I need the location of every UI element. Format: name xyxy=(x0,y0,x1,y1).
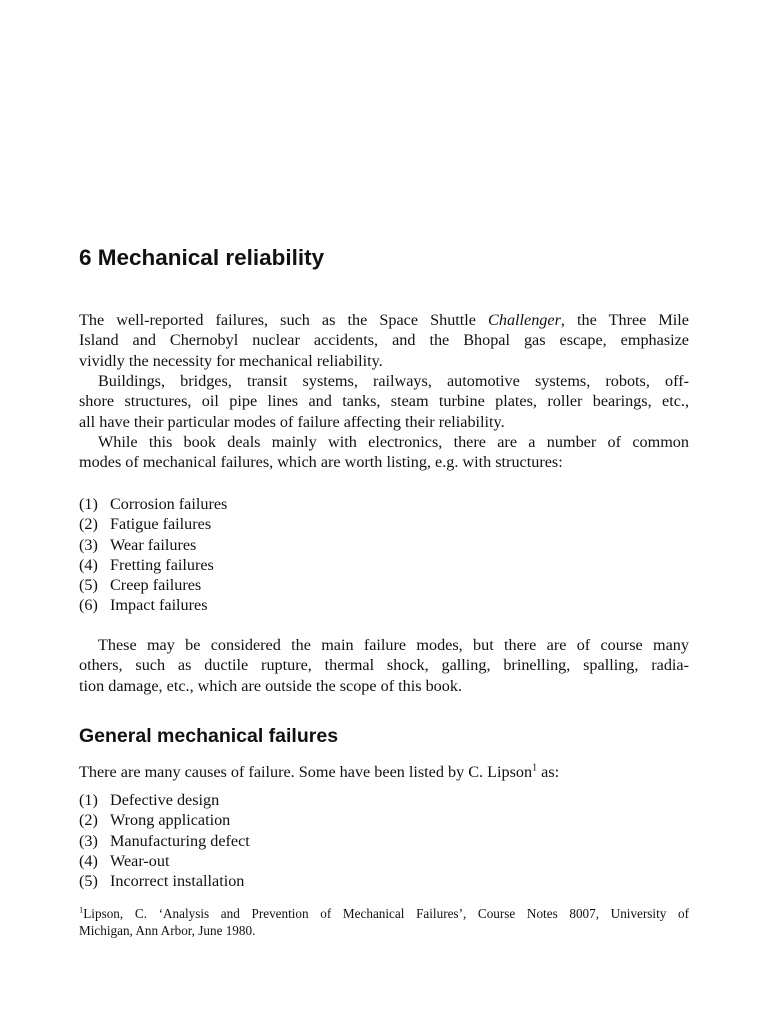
list-item: (2) Wrong application xyxy=(79,811,231,830)
after-modes-line-3: tion damage, etc., which are outside the scope of this book. xyxy=(79,676,462,695)
footnote-reference: 1 xyxy=(532,762,538,774)
after-modes-line-2: others, such as ductile rupture, thermal shock, galling, brinelling, spalling, radia- xyxy=(79,656,689,675)
list-item: (3) Manufacturing defect xyxy=(79,831,250,850)
list-item: (5) Incorrect installation xyxy=(79,872,245,891)
footnote xyxy=(79,905,689,939)
intro-p1-line-2: Island and Chernobyl nuclear accidents, and the Bhopal gas escape, emphasize xyxy=(79,331,689,350)
list-item: (1) Defective design xyxy=(79,791,220,809)
intro-p3-line-1: While this book deals mainly with electronics, there are a number of common xyxy=(98,433,689,451)
intro-p2-line-1: Buildings, bridges, transit systems, railways, automotive systems, robots, off- xyxy=(98,372,689,390)
intro-paragraph-1 xyxy=(79,310,689,371)
section-intro: There are many causes of failure. Some have been listed by C. Lipson$^1$ as: xyxy=(79,762,560,781)
footnote-line-1: $^1$Lipson, C. ‘Analysis and Prevention of Mechanical Failures’, Course Notes 8007, University of xyxy=(79,904,689,921)
intro-paragraph-3 xyxy=(79,432,689,473)
list-item: (4) Wear-out xyxy=(79,851,170,870)
list-item: (2) Fatigue failures xyxy=(79,515,212,534)
list-item: (6) Impact failures xyxy=(79,596,208,615)
list-item: (1) Corrosion failures xyxy=(79,495,228,513)
challenger-italic: Challenger xyxy=(488,311,561,329)
intro-paragraph-2 xyxy=(79,371,689,432)
failure-modes-list xyxy=(79,494,227,616)
intro-p2-line-3: all have their particular modes of failure affecting their reliability. xyxy=(79,412,505,431)
intro-p1-line-3: vividly the necessity for mechanical reliability. xyxy=(79,351,383,370)
footnote-line-2: Michigan, Ann Arbor, June 1980. xyxy=(79,923,256,938)
section-heading: General mechanical failures xyxy=(79,725,339,747)
intro-p2-line-2: shore structures, oil pipe lines and tanks, steam turbine plates, roller bearings, etc., xyxy=(79,392,689,411)
footnote-marker: 1 xyxy=(79,904,84,915)
chapter-title: 6 Mechanical reliability xyxy=(79,245,325,270)
list-item: (5) Creep failures xyxy=(79,576,202,595)
intro-p1-line-1: The well-reported failures, such as the Space Shuttle Challenger, the Three Mile xyxy=(79,311,689,329)
after-modes-paragraph xyxy=(79,635,689,696)
intro-p3-line-2: modes of mechanical failures, which are worth listing, e.g. with structures: xyxy=(79,453,563,472)
list-item: (4) Fretting failures xyxy=(79,555,214,574)
after-modes-line-1: These may be considered the main failure modes, but there are of course many xyxy=(98,636,689,654)
list-item: (3) Wear failures xyxy=(79,535,197,554)
causes-list xyxy=(79,790,250,891)
